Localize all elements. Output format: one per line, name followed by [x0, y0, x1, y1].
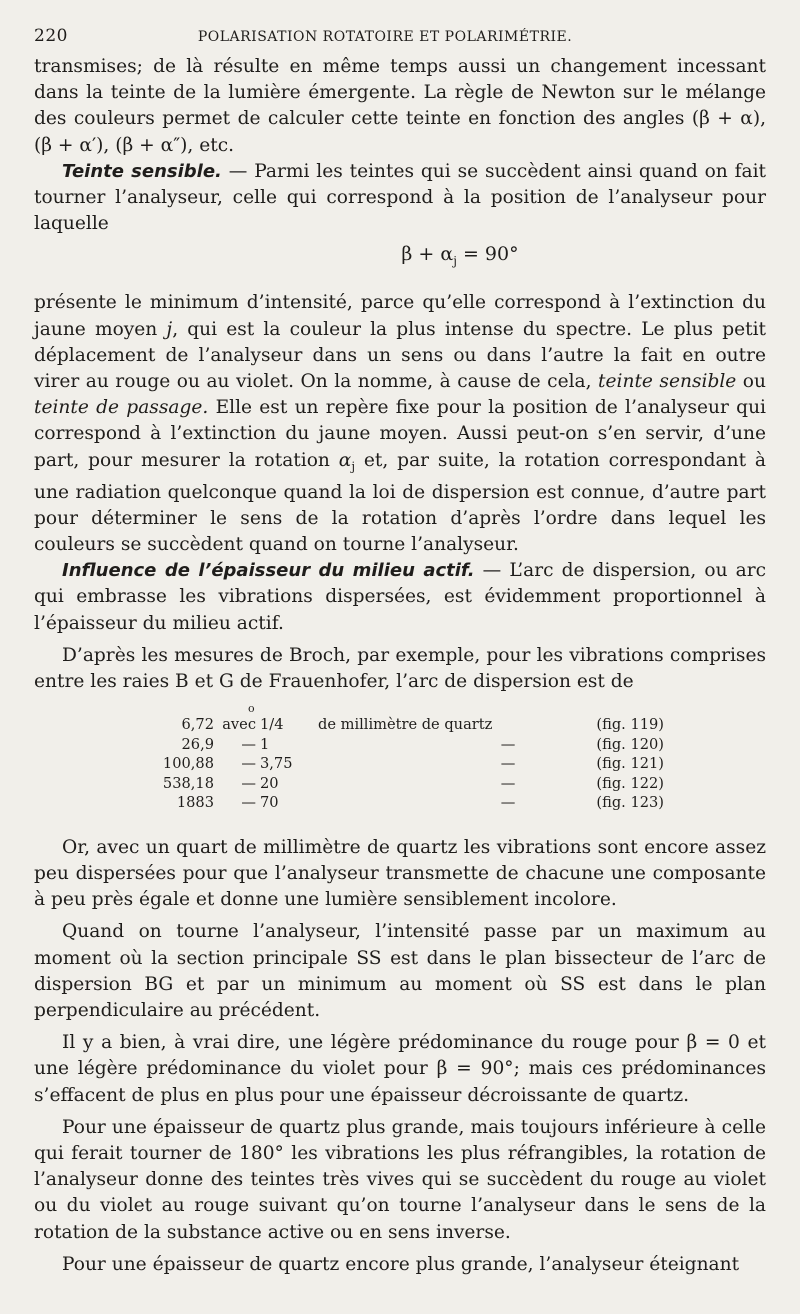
ditto-mark: — — [500, 735, 516, 753]
dispersion-table — [144, 703, 664, 813]
ditto-mark: — — [500, 794, 516, 812]
italic-teinte-sensible: teinte sensible — [598, 371, 737, 393]
unit-label: de millimètre de quartz — [318, 716, 493, 734]
unit-label — [318, 774, 488, 794]
paragraph-quart-millimetre: Or, avec un quart de millimètre de quartz les vibrations sont encore assez peu dispersées pour que l’analyseur transmette de chacune une composante à peu près égale et donne une lumière sensiblement incolore. — [34, 836, 766, 911]
ditto-mark: — — [241, 774, 256, 792]
figure-ref: (fig. 120) — [596, 735, 664, 753]
italic-j: j — [166, 318, 173, 340]
unit-label — [318, 754, 488, 774]
arc-value: 1883 — [176, 794, 214, 812]
arc-value: 26,9 — [181, 735, 214, 753]
section-heading-teinte-sensible: Teinte sensible. — [62, 160, 222, 182]
paragraph-text: — L’arc de dispersion, ou arc qui embrasse les vibrations dispersées, est évidemment proportionnel à l’épaisseur du milieu actif. — [34, 560, 766, 634]
paragraph-teinte-sensible — [34, 159, 766, 238]
table-row — [144, 754, 664, 774]
text-run: Elle est un repère fixe pour la position de l’analyseur qui correspond à l’extinction du jaune moyen. Aussi peut-on s’en servir, d’une part, pour mesurer la rotation — [34, 397, 767, 471]
paragraph-transmises: transmises; de là résulte en même temps aussi un changement incessant dans la teinte de la lumière émergente. La règle de Newton sur le mélange des couleurs permet de calculer cette teinte en fonction des angles (β + α), (β + α′), (β + α″), etc. — [34, 56, 766, 156]
arc-value: 6,72 — [181, 716, 214, 734]
paragraph-influence-epaisseur — [34, 558, 766, 637]
formula-right: = 90° — [456, 243, 519, 266]
text-run: présente le minimum d’intensité, parce qu’elle correspond à l’extinction du jaune moyen — [34, 292, 766, 340]
running-title: POLARISATION ROTATOIRE ET POLARIMÉTRIE. — [197, 29, 573, 45]
figure-ref: (fig. 122) — [596, 774, 664, 792]
text-run: et, par suite, la rotation correspondant à une radiation quelconque quand la loi de dispersion est connue, d’autre part pour déterminer le sens de la rotation d’après l’ordre dans lequel les couleurs se succèdent quand on tourne l’analyseur. — [34, 449, 766, 555]
table-row — [144, 735, 664, 755]
ditto-mark: — — [241, 794, 256, 812]
text-run: ou — [736, 371, 766, 393]
ditto-mark: — — [241, 735, 256, 753]
quartz-label — [528, 774, 584, 794]
body-text — [34, 54, 766, 1278]
paragraph-mesures-broch: D’après les mesures de Broch, par exemple, pour les vibrations comprises entre les raies B et G de Frauenhofer, l’arc de dispersion est de — [34, 644, 766, 692]
symbol-alpha: α — [338, 449, 352, 471]
thickness-value: 70 — [260, 794, 279, 812]
figure-ref: (fig. 119) — [596, 716, 664, 734]
thickness-value: 1 — [260, 735, 270, 753]
page-number: 220 — [34, 26, 68, 46]
paragraph-epaisseur-plus-grande: Pour une épaisseur de quartz encore plus grande, l’analyseur éteignant — [62, 1253, 740, 1275]
alpha-subscript: j — [351, 459, 356, 474]
paragraph-text: — Parmi les teintes qui se succèdent ainsi quand on fait tourner l’analyseur, celle qui correspond à la position de l’analyseur pour laquelle — [34, 160, 766, 235]
formula-teinte-sensible — [34, 241, 766, 274]
thickness-value: 20 — [260, 774, 279, 792]
figure-ref: (fig. 121) — [596, 755, 664, 773]
table-row — [144, 793, 664, 813]
figure-ref: (fig. 123) — [596, 794, 664, 812]
running-header — [34, 26, 766, 54]
paragraph-minimum-intensite — [34, 290, 766, 558]
arc-value: 100,88 — [162, 755, 214, 773]
thickness-value: 3,75 — [260, 755, 293, 773]
formula-left: β + α — [401, 243, 454, 266]
text-run: , qui est la couleur la plus intense du spectre. Le plus petit déplacement de l’analyseur dans un sens ou dans l’autre la fait en outre virer au rouge ou au violet. On la nomme, à cause de cela, — [34, 318, 767, 393]
ditto-mark: — — [500, 755, 516, 773]
paragraph-epaisseur-grande: Pour une épaisseur de quartz plus grande, mais toujours inférieure à celle qui ferait tourner de 180° les vibrations les plus réfrangibles, la rotation de l’analyseur donne des teintes très vives qui se succèdent du rouge au violet ou du violet au rouge suivant qu’on tourne l’analyseur dans le sens de la rotation de la substance active ou en sens inverse. — [34, 1116, 766, 1243]
table-row — [144, 715, 664, 735]
quartz-label — [528, 735, 584, 755]
thickness-value: 1/4 — [260, 716, 284, 734]
paragraph-predominance: Il y a bien, à vrai dire, une légère prédominance du rouge pour β = 0 et une légère prédominance du violet pour β = 90°; mais ces prédominances s’effacent de plus en plus pour une épaisseur décroissante de quartz. — [34, 1032, 766, 1106]
unit-label — [318, 793, 488, 813]
quartz-label — [528, 793, 584, 813]
ditto-mark: — — [241, 755, 256, 773]
degree-mark: o — [248, 702, 255, 716]
quartz-label — [528, 754, 584, 774]
formula-subscript: j — [453, 254, 457, 269]
arc-value: 538,18 — [162, 774, 214, 792]
unit-label — [318, 735, 488, 755]
avec-label: avec — [222, 716, 256, 734]
paragraph-intensite-maximum: Quand on tourne l’analyseur, l’intensité passe par un maximum au moment où la section principale SS est dans le plan bissecteur de l’arc de dispersion BG et par un minimum au moment où SS est dans le plan perpendiculaire au précédent. — [34, 921, 766, 1021]
section-heading-influence: Influence de l’épaisseur du milieu actif. — [62, 560, 475, 582]
italic-teinte-passage: teinte de passage. — [34, 397, 209, 419]
table-row — [144, 774, 664, 794]
ditto-mark: — — [500, 774, 516, 792]
